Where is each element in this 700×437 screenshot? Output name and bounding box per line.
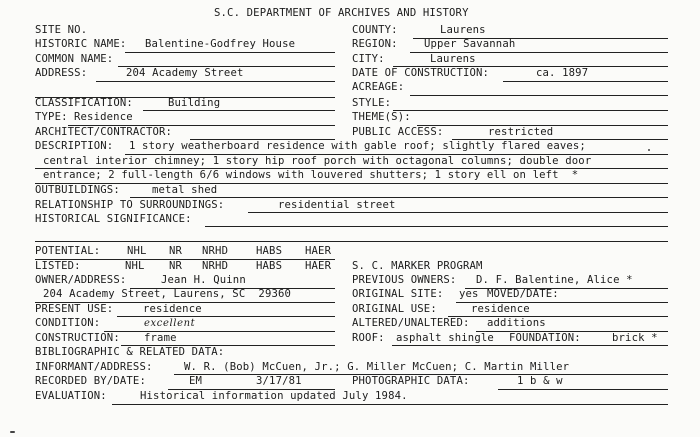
relationship-label: RELATIONSHIP TO SURROUNDINGS: (35, 199, 225, 211)
address-value: 204 Academy Street (126, 67, 244, 79)
original-use-label: ORIGINAL USE: (352, 303, 437, 315)
construction-label: CONSTRUCTION: (35, 332, 120, 344)
listed-nrhd: NRHD (202, 260, 229, 272)
evaluation-rule (112, 404, 668, 405)
address-label: ADDRESS: (35, 67, 88, 79)
original-site-label: ORIGINAL SITE: (352, 288, 444, 300)
owner-address-line2: 204 Academy Street, Laurens, SC 29360 (43, 288, 292, 300)
recorded-date-value: 3/17/81 (256, 375, 302, 387)
potential-haer: HAER (305, 245, 332, 257)
county-label: COUNTY: (352, 24, 398, 36)
potential-habs: HABS (256, 245, 283, 257)
condition-label: CONDITION: (35, 317, 101, 329)
type-value: Residence (74, 111, 133, 123)
date-of-construction-rule (503, 81, 668, 82)
informant-label: INFORMANT/ADDRESS: (35, 361, 153, 373)
evaluation-label: EVALUATION: (35, 390, 107, 402)
listed-habs: HABS (256, 260, 283, 272)
acreage-rule (410, 95, 668, 96)
theme-label: THEME(S): (352, 111, 411, 123)
type-label: TYPE: (35, 111, 68, 123)
outbuildings-label: OUTBUILDINGS: (35, 184, 120, 196)
potential-label: POTENTIAL: (35, 245, 101, 257)
description-line-1: 1 story weatherboard residence with gable roof; slightly flared eaves; (129, 140, 586, 152)
photographic-value: 1 b & w (517, 375, 563, 387)
description-line-3: entrance; 2 full-length 6/6 windows with louvered shutters; 1 story ell on left * (43, 169, 579, 181)
photographic-label: PHOTOGRAPHIC DATA: (352, 375, 470, 387)
acreage-label: ACREAGE: (352, 81, 405, 93)
listed-nhl: NHL (125, 260, 145, 272)
public-access-label: PUBLIC ACCESS: (352, 126, 444, 138)
historic-name-rule (125, 52, 335, 53)
potential-nhl: NHL (127, 245, 147, 257)
roof-label: ROOF: (352, 332, 385, 344)
recorded-label: RECORDED BY/DATE: (35, 375, 146, 387)
public-access-value: restricted (488, 126, 554, 138)
form-header: S.C. DEPARTMENT OF ARCHIVES AND HISTORY (214, 7, 469, 19)
previous-owners-label: PREVIOUS OWNERS: (352, 274, 457, 286)
evaluation-value: Historical information updated July 1984. (140, 390, 408, 402)
condition-rule (104, 331, 335, 332)
city-value: Laurens (430, 53, 476, 65)
condition-value: excellent (144, 318, 196, 329)
present-use-value: residence (143, 303, 202, 315)
county-value: Laurens (440, 24, 486, 36)
classification-rule (143, 110, 335, 111)
classification-label: CLASSIFICATION: (35, 97, 133, 109)
description-rule-3 (35, 183, 668, 184)
informant-value: W. R. (Bob) McCuen, Jr.; G. Miller McCuen; C. Martin Miller (184, 361, 570, 373)
city-label: CITY: (352, 53, 385, 65)
scan-speck (648, 149, 650, 151)
historic-name-label: HISTORIC NAME: (35, 38, 127, 50)
previous-owners-value: D. F. Balentine, Alice * (476, 274, 633, 286)
style-rule (393, 110, 668, 111)
potential-nr: NR (169, 245, 183, 257)
architect-label: ARCHITECT/CONTRACTOR: (35, 126, 173, 138)
construction-value: frame (144, 332, 177, 344)
owner-address-value: Jean H. Quinn (161, 274, 246, 286)
relationship-value: residential street (278, 199, 396, 211)
historical-significance-rule-1 (205, 226, 668, 227)
region-value: Upper Savannah (424, 38, 516, 50)
historical-significance-label: HISTORICAL SIGNIFICANCE: (35, 213, 192, 225)
potential-nrhd: NRHD (202, 245, 229, 257)
site-no-label: SITE NO. (35, 24, 88, 36)
original-site-value: yes (459, 288, 479, 300)
region-label: REGION: (352, 38, 398, 50)
listed-nr: NR (169, 260, 183, 272)
address-rule (96, 81, 335, 82)
owner-address-label: OWNER/ADDRESS: (35, 274, 127, 286)
moved-date-label: MOVED/DATE: (487, 288, 559, 300)
altered-value: additions (487, 317, 546, 329)
foundation-value: brick * (612, 332, 658, 344)
original-use-value: residence (471, 303, 530, 315)
relationship-rule (248, 212, 668, 213)
photographic-rule (498, 389, 668, 390)
roof-foundation-rule (392, 345, 668, 346)
foundation-label: FOUNDATION: (509, 332, 581, 344)
classification-value: Building (168, 97, 221, 109)
historic-name-value: Balentine-Godfrey House (145, 38, 296, 50)
recorded-by-value: EM (189, 375, 203, 387)
bibliographic-label: BIBLIOGRAPHIC & RELATED DATA: (35, 346, 225, 358)
description-label: DESCRIPTION: (35, 140, 114, 152)
date-of-construction-value: ca. 1897 (536, 67, 589, 79)
outbuildings-value: metal shed (152, 184, 218, 196)
listed-haer: HAER (305, 260, 332, 272)
present-use-label: PRESENT USE: (35, 303, 114, 315)
listed-label: LISTED: (35, 260, 81, 272)
original-use-rule (448, 316, 668, 317)
description-line-2: central interior chimney; 1 story hip roof porch with octagonal columns; double door (43, 155, 592, 167)
historical-significance-rule-2 (35, 241, 668, 242)
common-name-label: COMMON NAME: (35, 53, 114, 65)
scan-speck (10, 431, 15, 433)
date-of-construction-label: DATE OF CONSTRUCTION: (352, 67, 490, 79)
style-label: STYLE: (352, 97, 392, 109)
marker-program-label: S. C. MARKER PROGRAM (352, 260, 483, 272)
roof-value: asphalt shingle (396, 332, 494, 344)
altered-label: ALTERED/UNALTERED: (352, 317, 470, 329)
